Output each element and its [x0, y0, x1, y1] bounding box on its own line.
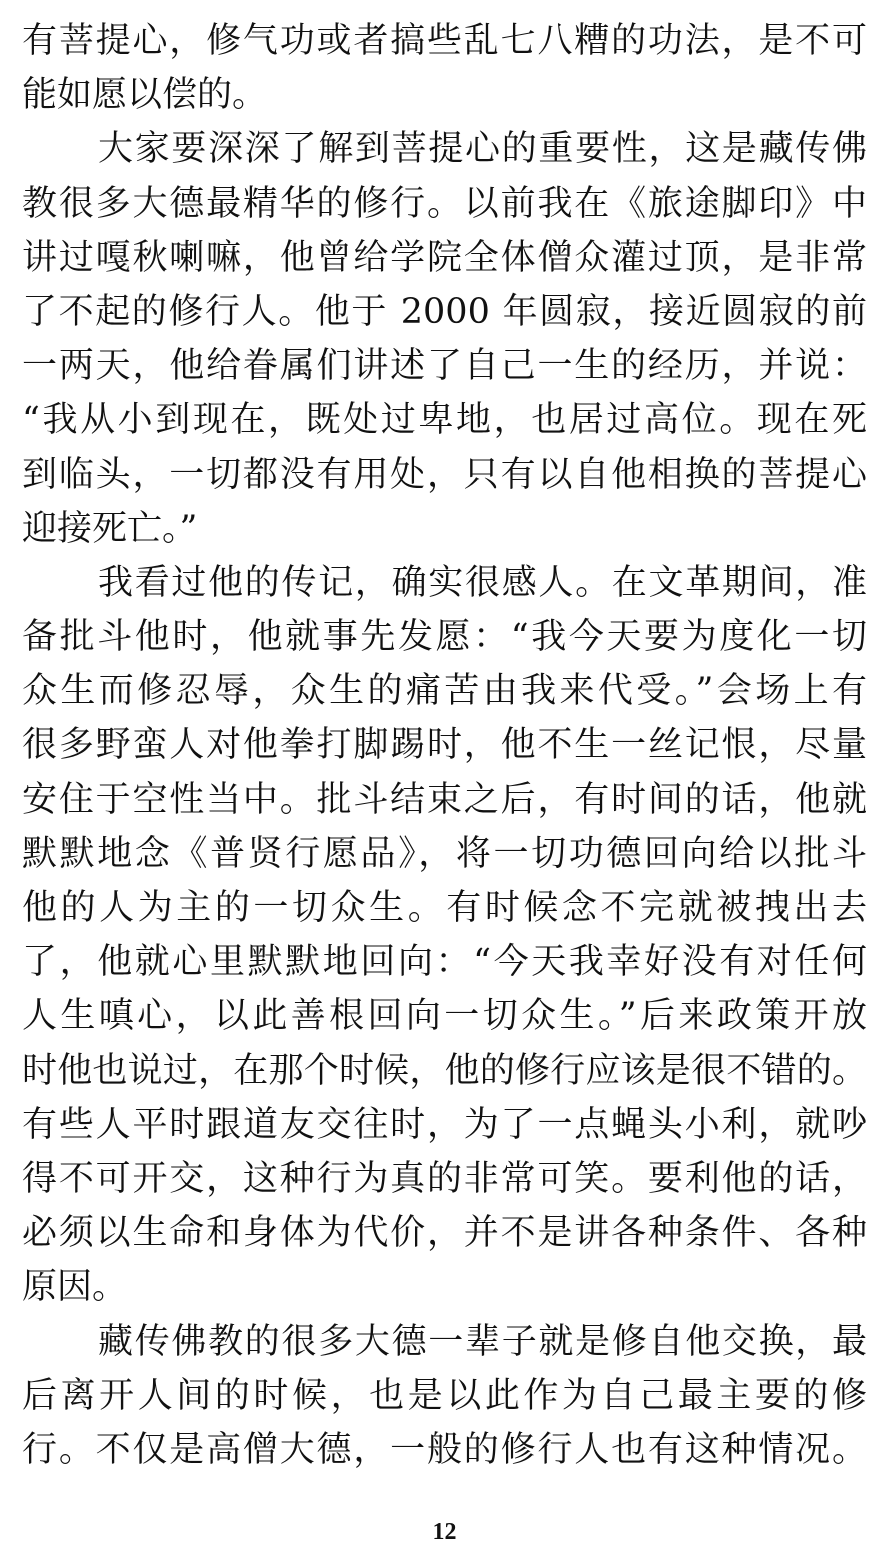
text-line: 行。不仅是高僧大德，一般的修行人也有这种情况。: [22, 1429, 867, 1470]
text-line: 默默地念《普贤行愿品》，将一切功德回向给以批斗: [22, 833, 867, 874]
text-line: 迎接死亡。”: [22, 508, 198, 549]
text-line: 了不起的修行人。他于 2000 年圆寂，接近圆寂的前: [22, 291, 867, 332]
text-line: 原因。: [22, 1267, 128, 1308]
text-line: 众生而修忍辱，众生的痛苦由我来代受。”会场上有: [22, 671, 867, 712]
text-line: 安住于空性当中。批斗结束之后，有时间的话，他就: [22, 779, 867, 820]
text-line: 备批斗他时，他就事先发愿：“我今天要为度化一切: [22, 617, 867, 658]
text-line: 后离开人间的时候，也是以此作为自己最主要的修: [22, 1375, 867, 1416]
text-line: 藏传佛教的很多大德一辈子就是修自他交换，最: [98, 1321, 867, 1362]
text-line: 时他也说过，在那个时候，他的修行应该是很不错的。: [22, 1050, 867, 1091]
text-line: 很多野蛮人对他拳打脚踢时，他不生一丝记恨，尽量: [22, 725, 867, 766]
text-line: 他的人为主的一切众生。有时候念不完就被拽出去: [22, 888, 867, 928]
text-line: “我从小到现在，既处过卑地，也居过高位。现在死: [22, 400, 867, 441]
text-line: 能如愿以偿的。: [22, 75, 268, 116]
text-line: 了，他就心里默默地回向：“今天我幸好没有对任何: [22, 942, 867, 983]
text-line: 讲过嘎秋喇嘛，他曾给学院全体僧众灌过顶，是非常: [22, 237, 867, 278]
text-line: 教很多大德最精华的修行。以前我在《旅途脚印》中: [22, 183, 867, 224]
text-line: 大家要深深了解到菩提心的重要性，这是藏传佛: [98, 129, 867, 170]
text-line: 有菩提心，修气功或者搞些乱七八糟的功法，是不可: [22, 21, 867, 61]
body-text: [22, 14, 867, 1477]
text-line: 必须以生命和身体为代价，并不是讲各种条件、各种: [22, 1213, 867, 1254]
text-line: 有些人平时跟道友交往时，为了一点蝇头小利，就吵: [22, 1104, 867, 1145]
text-line: 得不可开交，这种行为真的非常可笑。要利他的话，: [22, 1158, 867, 1199]
text-line: 一两天，他给眷属们讲述了自己一生的经历，并说：: [22, 346, 867, 387]
page-number: 12: [432, 1519, 457, 1545]
text-line: 到临头，一切都没有用处，只有以自他相换的菩提心: [22, 454, 867, 495]
text-line: 我看过他的传记，确实很感人。在文革期间，准: [98, 562, 867, 603]
text-line: 人生嗔心，以此善根回向一切众生。”后来政策开放: [22, 996, 867, 1037]
